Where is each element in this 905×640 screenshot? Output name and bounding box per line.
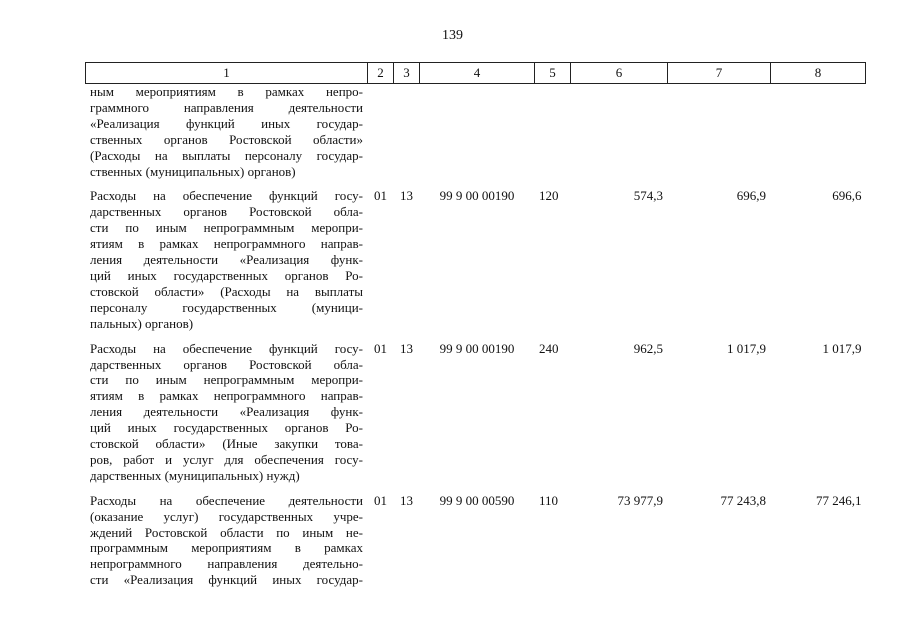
amount-year-3: 696,6 [771, 188, 866, 340]
column-header: 2 [368, 63, 394, 84]
column-header: 7 [668, 63, 771, 84]
description-line: граммного направления деятельности [90, 99, 363, 115]
description-line: персоналу государственных (муници- [90, 299, 363, 315]
table-row [86, 84, 866, 189]
budget-table [85, 62, 866, 588]
description-line: ления деятельности «Реализация функ- [90, 404, 363, 420]
description-line: ятиям в рамках непрограммного направ- [90, 388, 363, 404]
section-code [368, 84, 394, 189]
row-description [86, 493, 368, 588]
description-line: ственных органов Ростовской области» [90, 131, 363, 147]
column-header: 5 [535, 63, 571, 84]
table-row [86, 341, 866, 493]
description-line: ций иных государственных органов Ро- [90, 420, 363, 436]
description-line: Расходы на обеспечение функций госу- [90, 188, 363, 204]
amount-year-3: 77 246,1 [771, 493, 866, 588]
target-article-code [420, 84, 535, 189]
amount-year-2: 77 243,8 [668, 493, 771, 588]
description-line: пальных) органов) [90, 315, 194, 331]
description-line: сти «Реализация функций иных государ- [90, 572, 363, 588]
amount-year-1: 574,3 [571, 188, 668, 340]
expense-type-code: 120 [535, 188, 571, 340]
description-line: (оказание услуг) государственных учре- [90, 508, 363, 524]
column-header: 8 [771, 63, 866, 84]
description-line: дарственных (муниципальных) нужд) [90, 467, 300, 483]
table-row [86, 188, 866, 340]
column-header: 4 [420, 63, 535, 84]
row-description [86, 84, 368, 189]
description-line: Расходы на обеспечение функций госу- [90, 340, 363, 356]
amount-year-1: 73 977,9 [571, 493, 668, 588]
description-line: ственных (муниципальных) органов) [90, 163, 296, 179]
subsection-code: 13 [394, 188, 420, 340]
description-line: стовской области» (Расходы на выплаты [90, 283, 363, 299]
subsection-code: 13 [394, 493, 420, 588]
target-article-code: 99 9 00 00190 [420, 188, 535, 340]
description-line: Расходы на обеспечение деятельности [90, 492, 363, 508]
amount-year-3 [771, 84, 866, 189]
description-line: сти по иным непрограммным меропри- [90, 220, 363, 236]
description-line: «Реализация функций иных государ- [90, 115, 363, 131]
target-article-code: 99 9 00 00190 [420, 341, 535, 493]
amount-year-2: 696,9 [668, 188, 771, 340]
row-description [86, 341, 368, 493]
table-row [86, 493, 866, 588]
column-header: 6 [571, 63, 668, 84]
amount-year-2 [668, 84, 771, 189]
table-header-row [86, 63, 866, 84]
description-line: ров, работ и услуг для обеспечения госу- [90, 451, 363, 467]
description-line: программным мероприятиям в рамках [90, 540, 363, 556]
description-line: ления деятельности «Реализация функ- [90, 252, 363, 268]
amount-year-3: 1 017,9 [771, 341, 866, 493]
description-line: непрограммного направления деятельно- [90, 556, 363, 572]
section-code: 01 [368, 341, 394, 493]
target-article-code: 99 9 00 00590 [420, 493, 535, 588]
description-line: (Расходы на выплаты персоналу государ- [90, 147, 363, 163]
amount-year-1 [571, 84, 668, 189]
expense-type-code: 240 [535, 341, 571, 493]
description-line: дарственных органов Ростовской обла- [90, 204, 363, 220]
section-code: 01 [368, 493, 394, 588]
expense-type-code: 110 [535, 493, 571, 588]
subsection-code [394, 84, 420, 189]
amount-year-2: 1 017,9 [668, 341, 771, 493]
description-line: ятиям в рамках непрограммного направ- [90, 236, 363, 252]
description-line: ций иных государственных органов Ро- [90, 267, 363, 283]
description-line: стовской области» (Иные закупки това- [90, 436, 363, 452]
section-code: 01 [368, 188, 394, 340]
column-header: 1 [86, 63, 368, 84]
expense-type-code [535, 84, 571, 189]
description-line: дарственных органов Ростовской обла- [90, 356, 363, 372]
description-line: ным мероприятиям в рамках непро- [90, 84, 363, 99]
amount-year-1: 962,5 [571, 341, 668, 493]
subsection-code: 13 [394, 341, 420, 493]
column-header: 3 [394, 63, 420, 84]
description-line: сти по иным непрограммным меропри- [90, 372, 363, 388]
page-number: 139 [442, 28, 463, 43]
row-description [86, 188, 368, 340]
description-line: ждений Ростовской области по иным не- [90, 524, 363, 540]
